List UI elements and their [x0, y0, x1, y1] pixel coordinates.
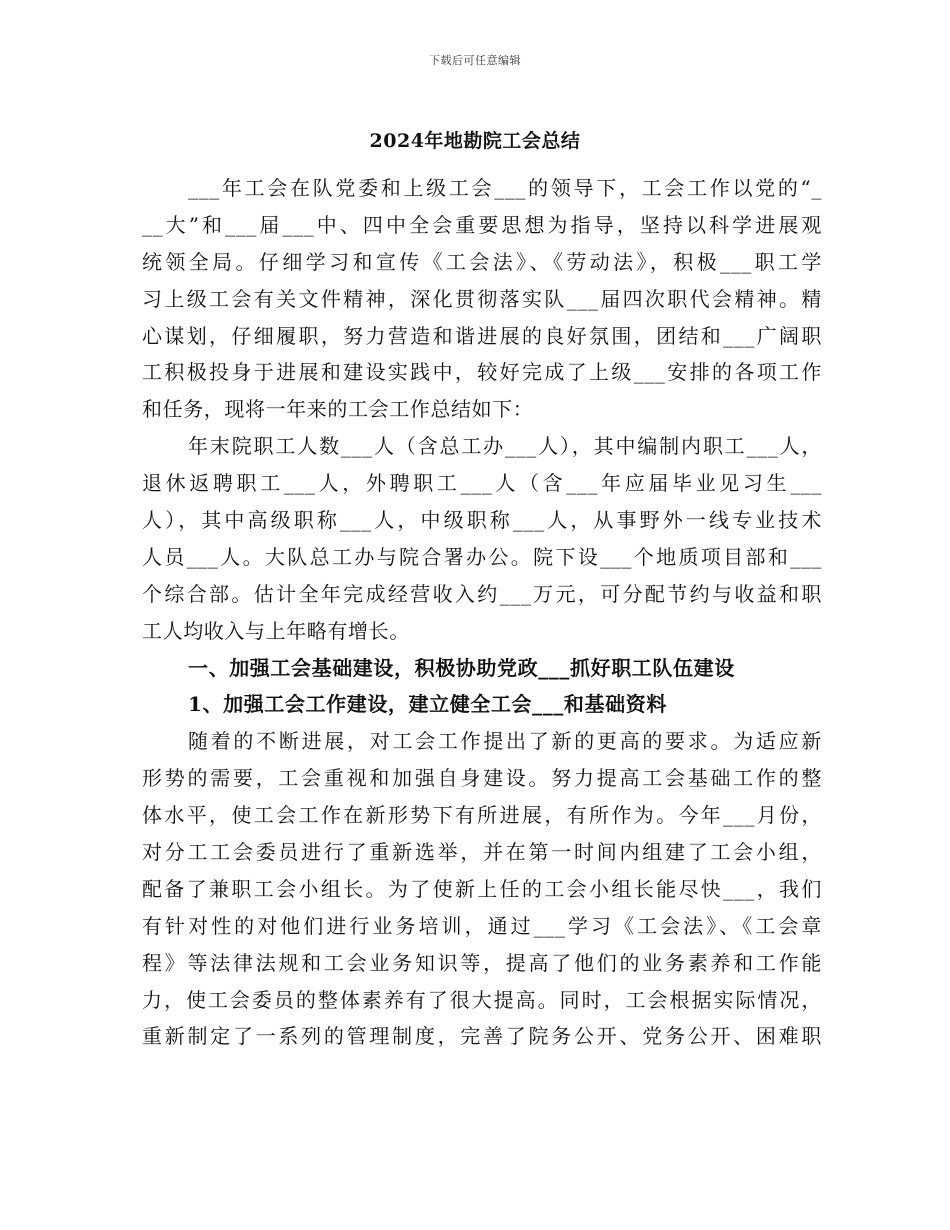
paragraph-line: 体水平，使工会工作在新形势下有所进展，有所作为。今年___月份，	[142, 803, 822, 828]
document-body	[142, 170, 822, 1055]
paragraph-line: ___年工会在队党委和上级工会___的领导下，工会工作以党的“_	[188, 176, 822, 200]
paragraph-line: 形势的需要，工会重视和加强自身建设。努力提高工会基础工作的整	[142, 766, 822, 791]
paragraph-line: 心谋划，仔细履职，努力营造和谐进展的良好氛围，团结和___广阔职	[142, 323, 822, 348]
paragraph-line: 年末院职工人数___人（含总工办___人），其中编制内职工___人，	[188, 434, 822, 459]
paragraph-line: 统领全局。仔细学习和宣传《工会法》、《劳动法》，积极___职工学	[142, 249, 822, 274]
paragraph-line: 习上级工会有关文件精神，深化贯彻落实队___届四次职代会精神。精	[142, 286, 822, 311]
paragraph-line: 力，使工会委员的整体素养有了很大提高。同时，工会根据实际情况，	[142, 987, 822, 1012]
paragraph-line: 程》等法律法规和工会业务知识等，提高了他们的业务素养和工作能	[142, 950, 822, 975]
subsection-heading: 1、加强工会工作建设，建立健全工会___和基础资料	[188, 692, 667, 717]
paragraph-line: 人），其中高级职称___人，中级职称___人，从事野外一线专业技术	[142, 508, 822, 533]
paragraph-line: 退休返聘职工___人，外聘职工___人（含___年应届毕业见习生___	[142, 471, 822, 496]
paragraph-line: __大”和___届___中、四中全会重要思想为指导，坚持以科学进展观	[142, 212, 822, 237]
page-header: 下载后可任意编辑	[429, 54, 521, 67]
paragraph-line: 重新制定了一系列的管理制度，完善了院务公开、党务公开、困难职	[142, 1024, 822, 1049]
paragraph-line: 配备了兼职工会小组长。为了使新上任的工会小组长能尽快___，我们	[142, 876, 822, 901]
paragraph-line: 和任务，现将一年来的工会工作总结如下：	[142, 397, 534, 422]
paragraph-line: 工人均收入与上年略有增长。	[142, 618, 410, 643]
section-heading: 一、加强工会基础建设，积极协助党政___抓好职工队伍建设	[188, 655, 735, 680]
paragraph-line: 个综合部。估计全年完成经营收入约___万元，可分配节约与收益和职	[142, 581, 822, 606]
document-title: 2024年地勘院工会总结	[369, 130, 581, 152]
paragraph-line: 有针对性的对他们进行业务培训，通过___学习《工会法》、《工会章	[142, 913, 822, 938]
paragraph-line: 随着的不断进展，对工会工作提出了新的更高的要求。为适应新	[188, 729, 822, 754]
paragraph-line: 人员___人。大队总工办与院合署办公。院下设___个地质项目部和___	[142, 544, 822, 569]
paragraph-line: 工积极投身于进展和建设实践中，较好完成了上级___安排的各项工作	[142, 360, 822, 385]
paragraph-line: 对分工工会委员进行了重新选举，并在第一时间内组建了工会小组，	[142, 840, 822, 865]
